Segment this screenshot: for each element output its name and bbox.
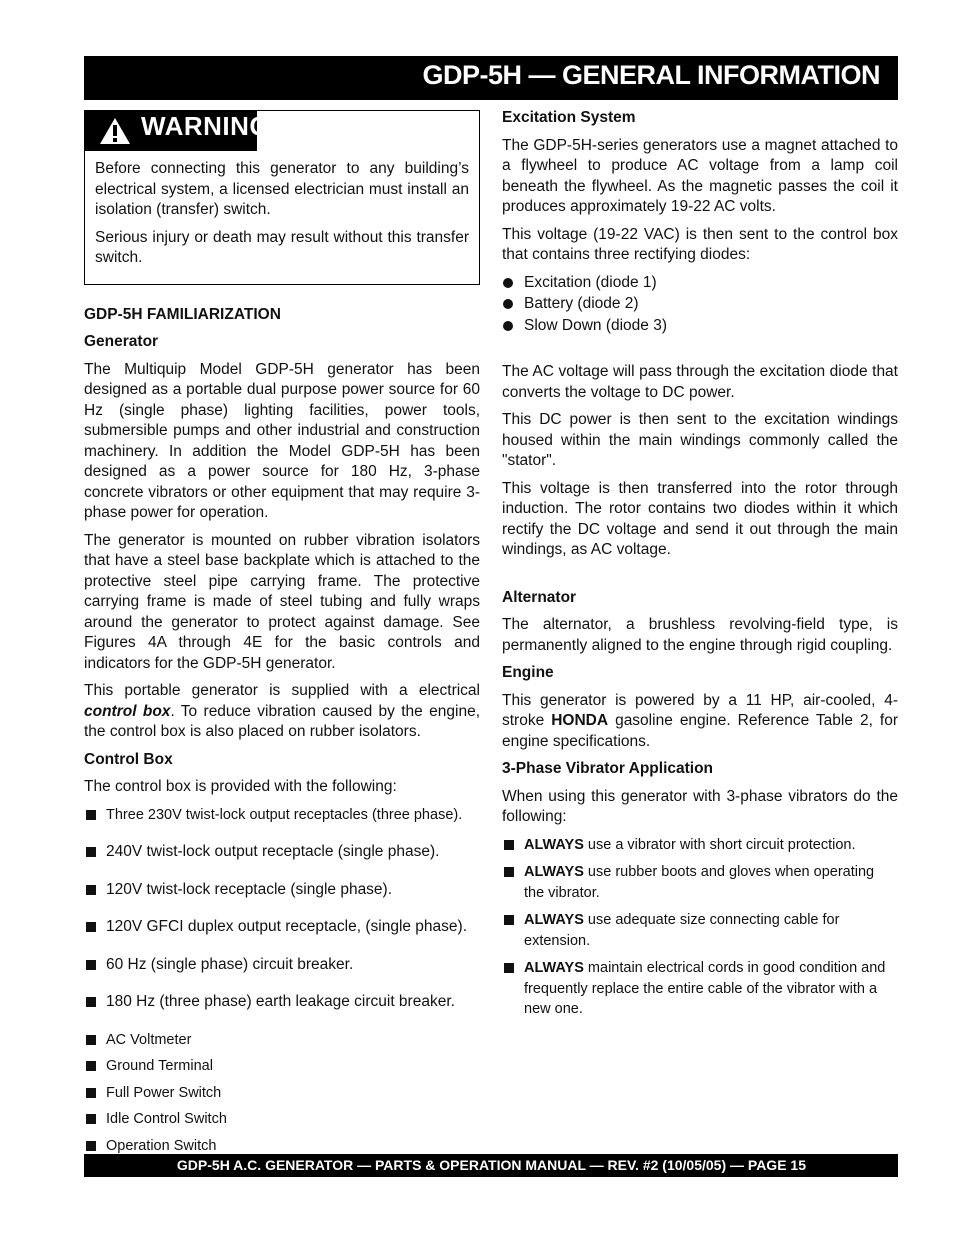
list-item: 60 Hz (single phase) circuit breaker. [84,955,480,976]
list-item: Slow Down (diode 3) [502,316,898,337]
list-item-text: use adequate size connecting cable for extension. [524,912,840,949]
list-item: 120V twist-lock receptacle (single phase). [84,880,480,901]
alternator-heading: Alternator [502,588,577,606]
diode-list [502,273,898,337]
generator-paragraph-1: The Multiquip Model GDP-5H generator has been designed as a portable dual purpose power source for 60 Hz (single phase) lighting facilities, power tools, submersible pumps and other industrial and construction machinery. In addition the Model GDP-5H has been designed as a power source for 180 Hz, 3-phase concrete vibrators or other equipment that may require 3-phase power for operation. [84,360,480,521]
always-label: ALWAYS [524,912,584,928]
right-column [502,108,898,1027]
list-item: Three 230V twist-lock output receptacles (three phase). [84,805,480,826]
list-item [502,958,898,1020]
list-item [502,835,898,856]
page-footer-bar [84,1154,898,1177]
warning-text-2: Serious injury or death may result without this transfer switch. [95,228,469,266]
control-box-emphasis: control box [84,702,171,720]
list-item: Full Power Switch [84,1083,480,1104]
list-item-text: use a vibrator with short circuit protection. [583,836,856,853]
always-label: ALWAYS [524,836,584,853]
vibrator-list [502,835,898,1020]
list-item: Battery (diode 2) [502,294,898,315]
generator-paragraph-3 [84,681,480,743]
engine-paragraph [502,691,898,753]
paragraph-text: gasoline engine. Reference Table 2, for engine specifications. [502,712,899,750]
list-item [502,910,898,951]
honda-emphasis: HONDA [551,712,609,729]
footer-text: GDP-5H A.C. GENERATOR — PARTS & OPERATION MANUAL — REV. #2 (10/05/05) — PAGE 15 [176,1157,806,1173]
excitation-paragraph-4: This DC power is then sent to the excitation windings housed within the main windings commonly called the "stator". [502,411,898,469]
warning-text-1: Before connecting this generator to any building’s electrical system, a licensed electrician must install an isolation (transfer) switch. [95,160,469,218]
warning-label: WARNING [141,111,271,141]
control-box-heading: Control Box [84,750,173,768]
engine-heading: Engine [502,664,554,681]
excitation-paragraph-5: This voltage is then transferred into the rotor through induction. The rotor contains two diodes within it which rectify the DC voltage and send it out through the main windings, as AC voltage. [502,479,898,558]
excitation-paragraph-3: The AC voltage will pass through the excitation diode that converts the voltage to DC power. [502,363,898,401]
list-item: Idle Control Switch [84,1109,480,1130]
control-box-list [84,805,480,1157]
always-label: ALWAYS [524,960,584,976]
list-item: Operation Switch [84,1136,480,1157]
excitation-paragraph-2: This voltage (19-22 VAC) is then sent to the control box that contains three rectifying diodes: [502,225,898,263]
page-title: GDP-5H — GENERAL INFORMATION [422,60,880,90]
familiarization-heading: GDP-5H FAMILIARIZATION [84,305,281,323]
excitation-heading: Excitation System [502,109,636,126]
always-label: ALWAYS [524,864,584,880]
list-item: 120V GFCI duplex output receptacle, (single phase). [84,917,480,938]
page-header-bar [84,56,898,100]
warning-box [84,110,480,285]
list-item: Excitation (diode 1) [502,273,898,294]
control-box-intro: The control box is provided with the following: [84,778,397,795]
warning-banner [85,111,271,151]
list-item-text: use rubber boots and gloves when operating the vibrator. [524,864,875,901]
excitation-paragraph-1: The GDP-5H-series generators use a magnet attached to a flywheel to produce AC voltage from a lamp coil beneath the flywheel. As the magnetic passes the coil it produces approximately 19-22 AC volts. [502,136,898,215]
list-item: Ground Terminal [84,1056,480,1077]
paragraph-text: . To reduce vibration caused by the engine, the control box is also placed on rubber isolators. [84,702,480,740]
list-item [502,862,898,903]
list-item: AC Voltmeter [84,1030,480,1051]
list-item: 180 Hz (three phase) earth leakage circuit breaker. [84,992,480,1013]
spacer [502,568,898,588]
list-item: 240V twist-lock output receptacle (single phase). [84,842,480,863]
left-column [84,110,480,1162]
list-item-text: maintain electrical cords in good condition and frequently replace the entire cable of the vibrator with a new one. [524,960,886,1017]
paragraph-text: This portable generator is supplied with a electrical [84,682,480,699]
generator-heading: Generator [84,333,159,350]
vibrator-intro: When using this generator with 3-phase vibrators do the following: [502,787,898,825]
warning-triangle-icon [99,117,131,145]
alternator-paragraph: The alternator, a brushless revolving-field type, is permanently aligned to the engine through rigid coupling. [502,616,898,654]
vibrator-heading: 3-Phase Vibrator Application [502,760,714,777]
generator-paragraph-2: The generator is mounted on rubber vibration isolators that have a steel base backplate which is attached to the protective steel pipe carrying frame. The protective carrying frame is made of steel tubing and fully wraps around the generator to protect against damage. See Figures 4A through 4E for the basic controls and indicators for the GDP-5H generator. [84,531,480,672]
paragraph-text: This generator is powered by a 11 HP, air-cooled, 4-stroke [502,691,898,729]
